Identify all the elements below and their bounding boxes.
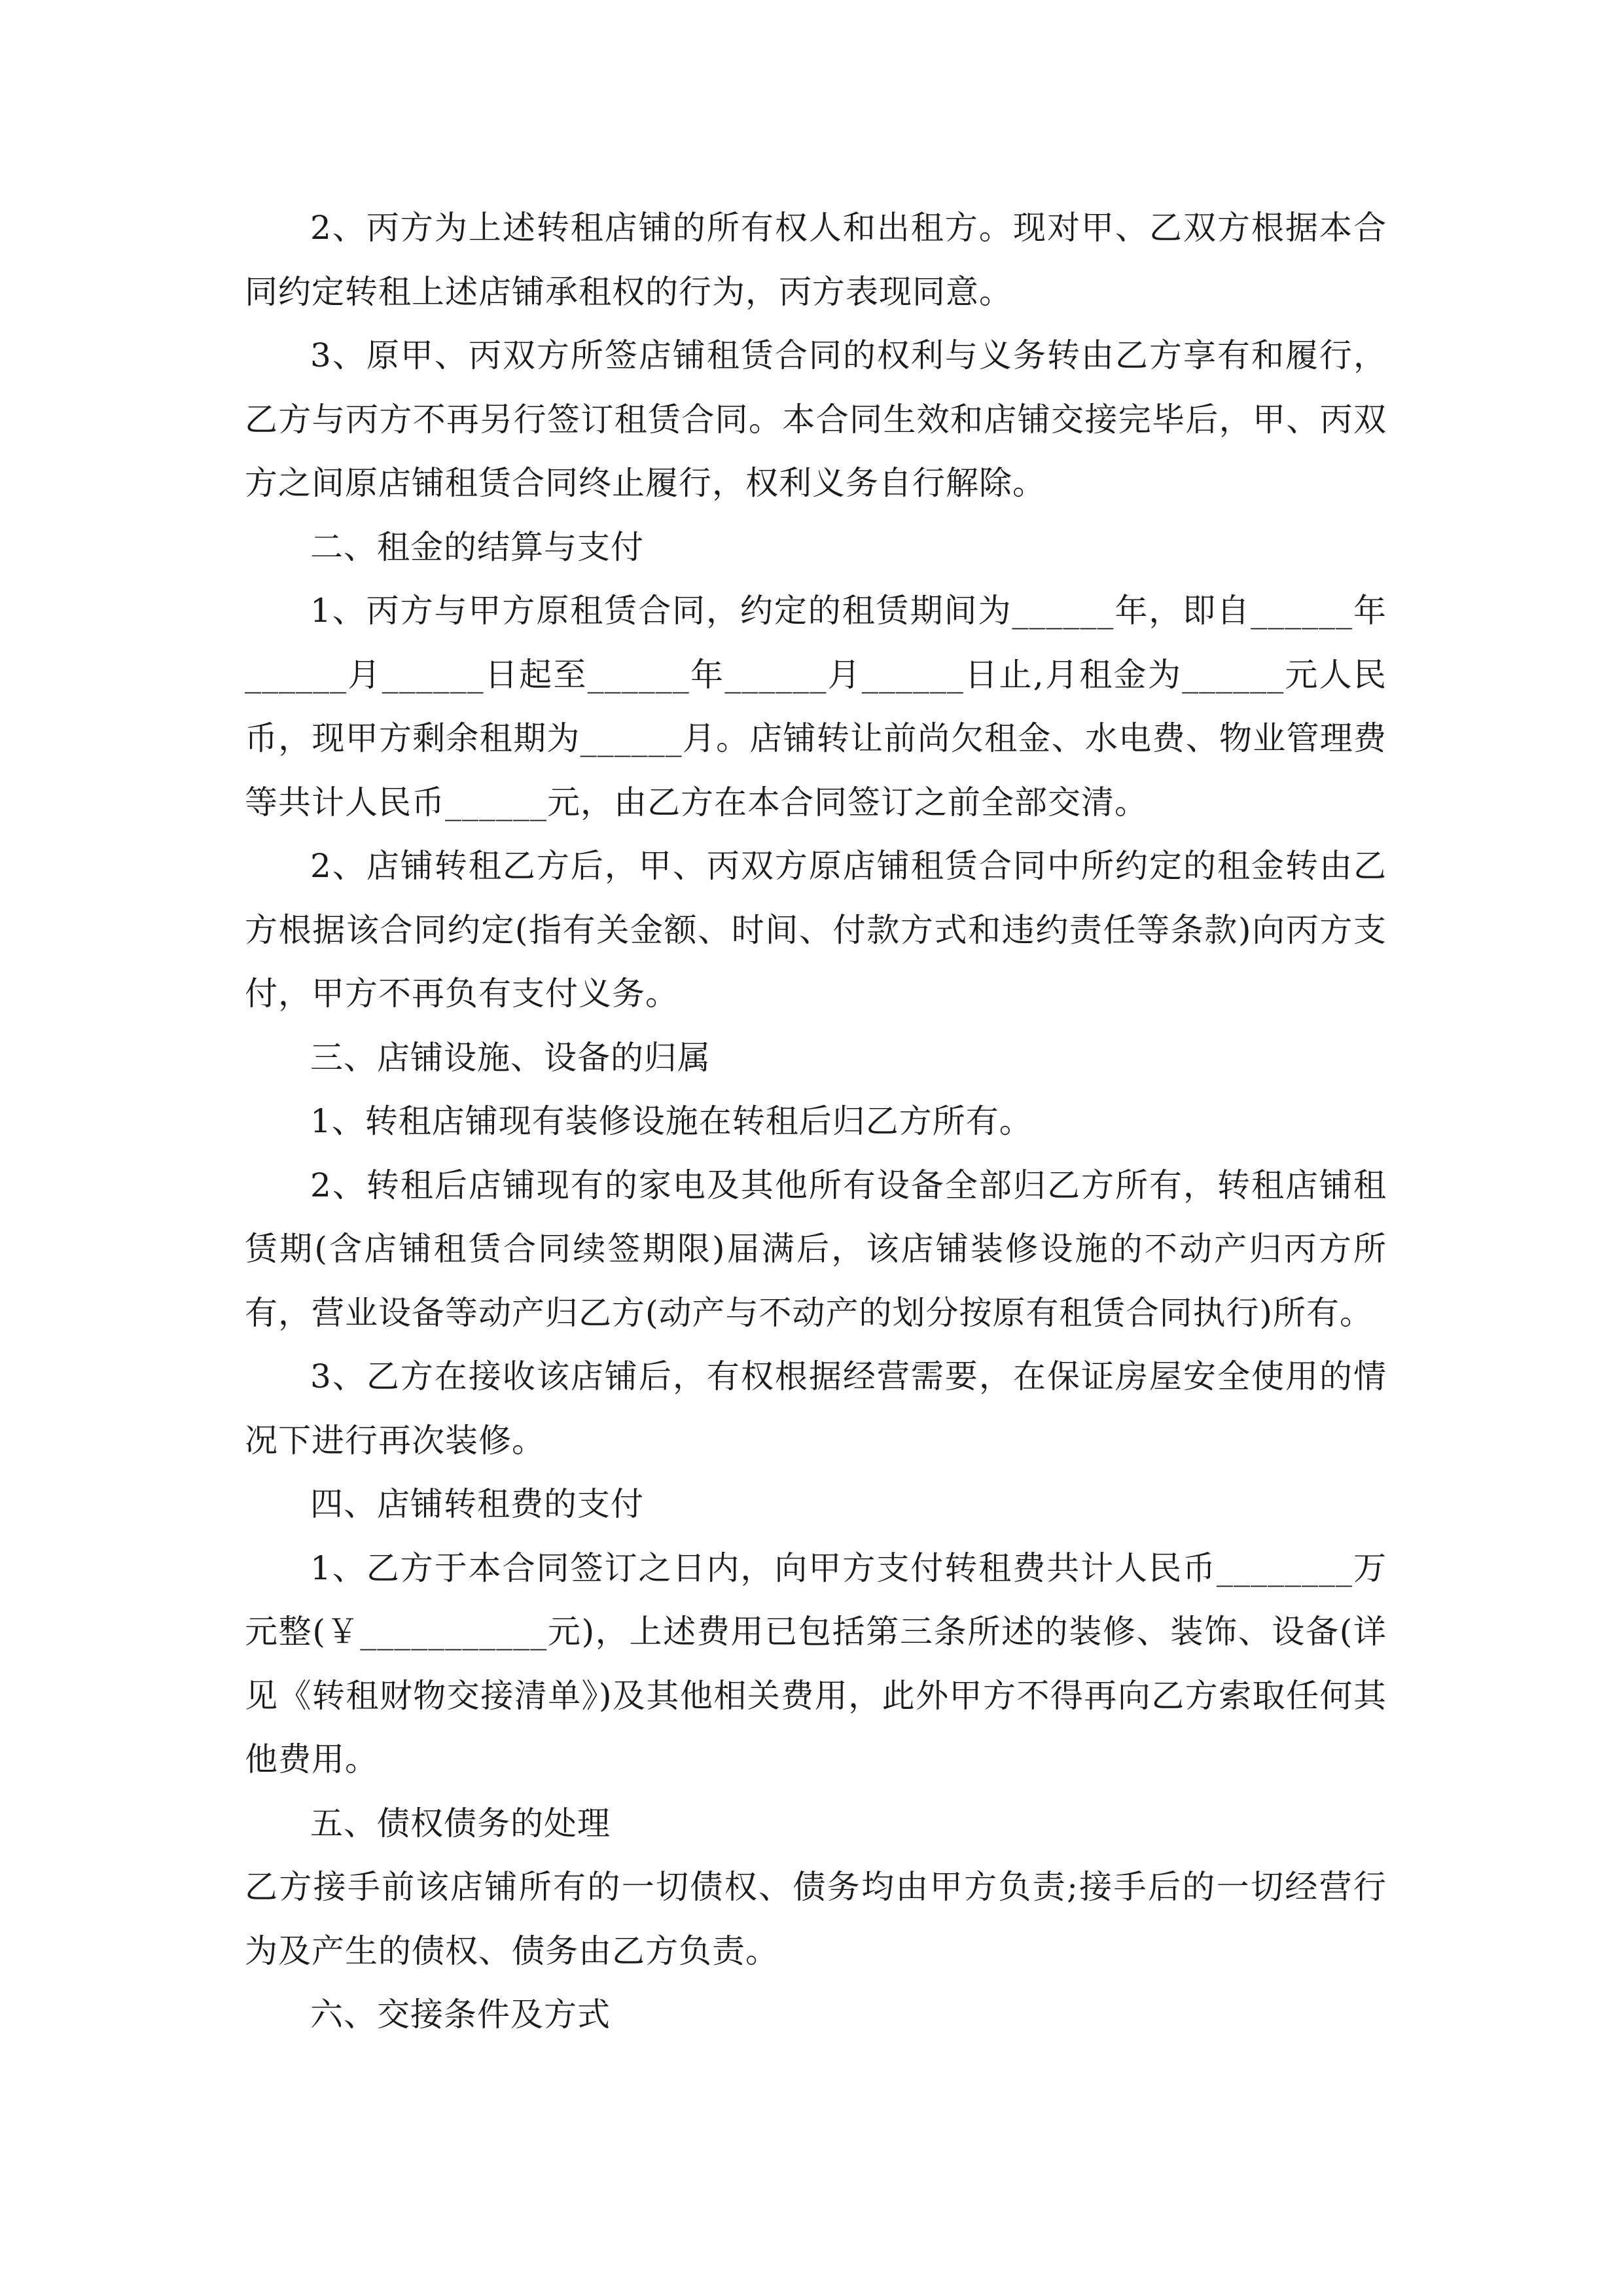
paragraph: 3、原甲、丙双方所签店铺租赁合同的权利与义务转由乙方享有和履行，乙方与丙方不再另行签订租赁合同。本合同生效和店铺交接完毕后，甲、丙双方之间原店铺租赁合同终止履行，权利义务自行解除。 [245,336,1387,502]
section-heading: 三、店铺设施、设备的归属 [310,1038,711,1077]
paragraph: 1、乙方于本合同签订之日内，向甲方支付转租费共计人民币________万元整(￥___________元)，上述费用已包括第三条所述的装修、装饰、设备(详见《转租财物交接清单》)及其他相关费用，此外甲方不得再向乙方索取任何其他费用。 [245,1549,1387,1778]
section-heading: 二、租金的结算与支付 [310,528,644,566]
paragraph: 1、转租店铺现有装修设施在转租后归乙方所有。 [310,1102,1033,1140]
paragraph: 2、店铺转租乙方后，甲、丙双方原店铺租赁合同中所约定的租金转由乙方根据该合同约定(指有关金额、时间、付款方式和违约责任等条款)向丙方支付，甲方不再负有支付义务。 [245,847,1387,1013]
section-heading: 六、交接条件及方式 [310,1996,611,2034]
paragraph: 乙方接手前该店铺所有的一切债权、债务均由甲方负责;接手后的一切经营行为及产生的债权、债务由乙方负责。 [245,1868,1387,1970]
section-heading: 五、债权债务的处理 [310,1804,611,1842]
section-heading: 四、店铺转租费的支付 [310,1485,644,1523]
paragraph: 1、丙方与甲方原租赁合同，约定的租赁期间为______年，即自______年______月______日起至______年______月______日止,月租金为______元人民币，现甲方剩余租期为______月。店铺转让前尚欠租金、水电费、物业管理费等共计人民币______元，由乙方在本合同签订之前全部交清。 [245,592,1387,821]
document-body [245,196,1387,2047]
paragraph: 2、丙方为上述转租店铺的所有权人和出租方。现对甲、乙双方根据本合同约定转租上述店铺承租权的行为，丙方表现同意。 [245,209,1387,311]
paragraph: 3、乙方在接收该店铺后，有权根据经营需要，在保证房屋安全使用的情况下进行再次装修。 [245,1357,1387,1460]
paragraph: 2、转租后店铺现有的家电及其他所有设备全部归乙方所有，转租店铺租赁期(含店铺租赁合同续签期限)届满后，该店铺装修设施的不动产归丙方所有，营业设备等动产归乙方(动产与不动产的划分按原有租赁合同执行)所有。 [245,1166,1387,1332]
